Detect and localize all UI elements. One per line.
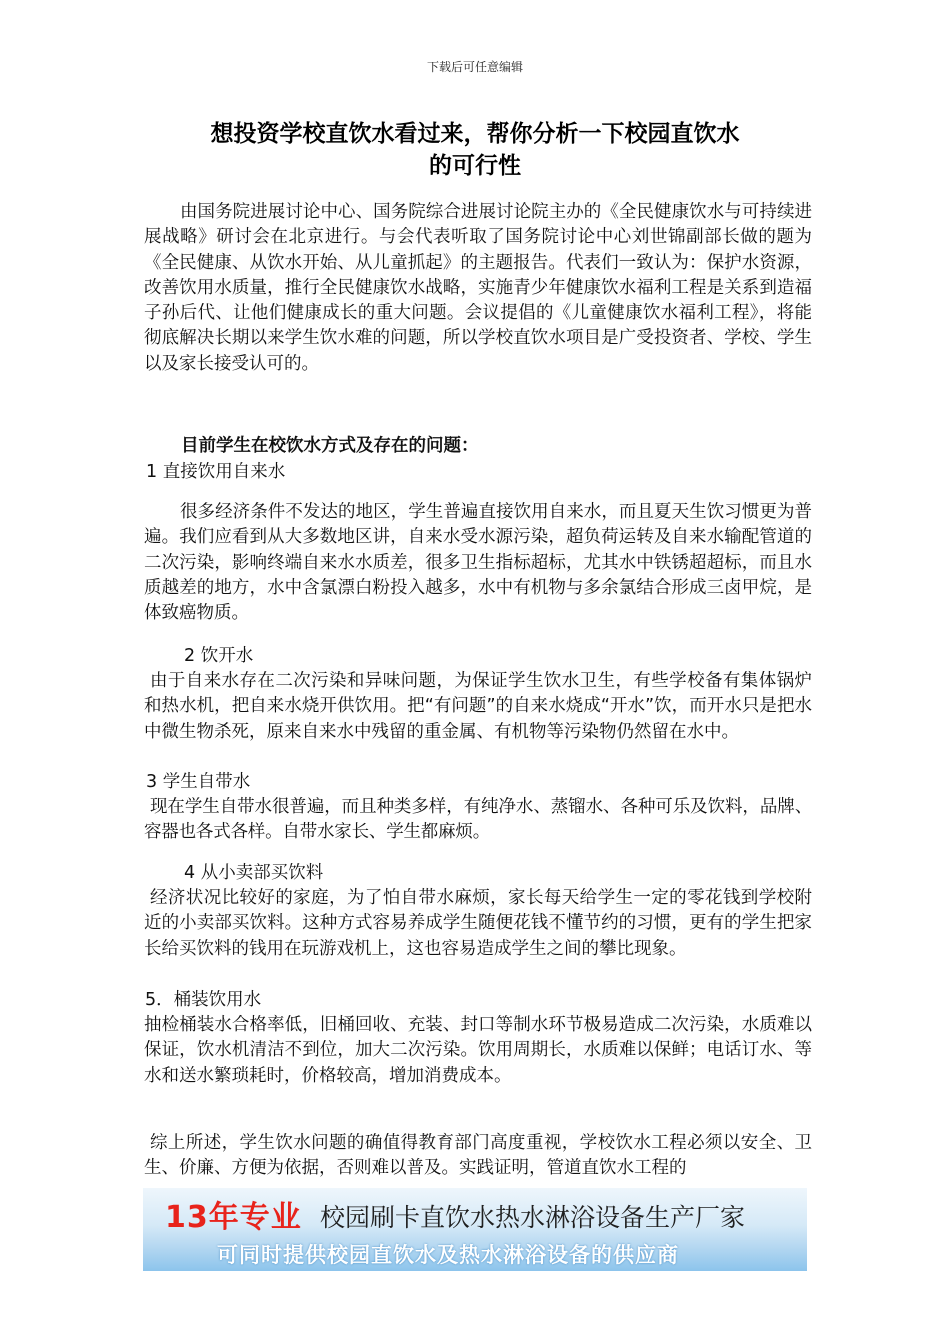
item-3-body: 现在学生自带水很普遍，而且种类多样，有纯净水、蒸镏水、各种可乐及饮料，品牌、容器也各式各样。自带水家长、学生都麻烦。 (144, 797, 812, 843)
advertisement-banner (143, 1188, 807, 1271)
item-2-heading: 2 饮开水 (184, 646, 254, 666)
item-2-body: 由于自来水存在二次污染和异味问题，为保证学生饮水卫生，有些学校备有集体锅炉和热水机，把自来水烧开供饮用。把“有问题”的自来水烧成“开水”饮，而开水只是把水中微生物杀死，原来自来水中残留的重金属、有机物等污染物仍然留在水中。 (144, 671, 812, 742)
item-5-heading: 5．桶装饮用水 (145, 990, 262, 1010)
banner-years-text: 13年专业 (165, 1200, 302, 1235)
banner-maker-text: 校园刷卡直饮水热水淋浴设备生产厂家 (320, 1203, 746, 1232)
item-5-body: 抽检桶装水合格率低，旧桶回收、充装、封口等制水环节极易造成二次污染，水质难以保证，饮水机清洁不到位，加大二次污染。饮用周期长，水质难以保鲜；电话订水、等水和送水繁琐耗时，价格较高，增加消费成本。 (144, 1015, 812, 1086)
intro-paragraph: 由国务院进展讨论中心、国务院综合进展讨论院主办的《全民健康饮水与可持续进展战略》研讨会在北京进行。与会代表听取了国务院讨论中心刘世锦副部长做的题为《全民健康、从饮水开始、从儿童抓起》的主题报告。代表们一致认为：保护水资源，改善饮用水质量，推行全民健康饮水战略，实施青少年健康饮水福利工程是关系到造福子孙后代、让他们健康成长的重大问题。会议提倡的《儿童健康饮水福利工程》，将能彻底解决长期以来学生饮水难的问题，所以学校直饮水项目是广受投资者、学校、学生以及家长接受认可的。 (144, 202, 812, 374)
item-4-body: 经济状况比较好的家庭，为了怕自带水麻烦，家长每天给学生一定的零花钱到学校附近的小卖部买饮料。这种方式容易养成学生随便花钱不懂节约的习惯，更有的学生把家长给买饮料的钱用在玩游戏机上，这也容易造成学生之间的攀比现象。 (144, 888, 812, 959)
item-3-heading: 3 学生自带水 (146, 772, 251, 792)
item-4-heading: 4 从小卖部买饮料 (184, 863, 324, 883)
document-title-line-1: 想投资学校直饮水看过来，帮你分析一下校园直饮水 (210, 121, 740, 147)
item-1-body: 很多经济条件不发达的地区，学生普遍直接饮用自来水，而且夏天生饮习惯更为普遍。我们应看到从大多数地区讲，自来水受水源污染，超负荷运转及自来水输配管道的二次污染，影响终端自来水水质差，很多卫生指标超标，尤其水中铁锈超超标，而且水质越差的地方，水中含氯漂白粉投入越多，水中有机物与多余氯结合形成三卤甲烷，是体致癌物质。 (144, 502, 812, 624)
header-note: 下载后可任意编辑 (426, 60, 523, 74)
conclusion-paragraph: 综上所述，学生饮水问题的确值得教育部门高度重视，学校饮水工程必须以安全、卫生、价廉、方便为依据，否则难以普及。实践证明，管道直饮水工程的 (144, 1133, 812, 1179)
item-1-heading: 1 直接饮用自来水 (146, 462, 286, 482)
document-title-line-2: 的可行性 (429, 153, 521, 179)
banner-subtitle: 可同时提供校园直饮水及热水淋浴设备的供应商 (217, 1243, 679, 1267)
section-heading: 目前学生在校饮水方式及存在的问题： (181, 436, 479, 456)
